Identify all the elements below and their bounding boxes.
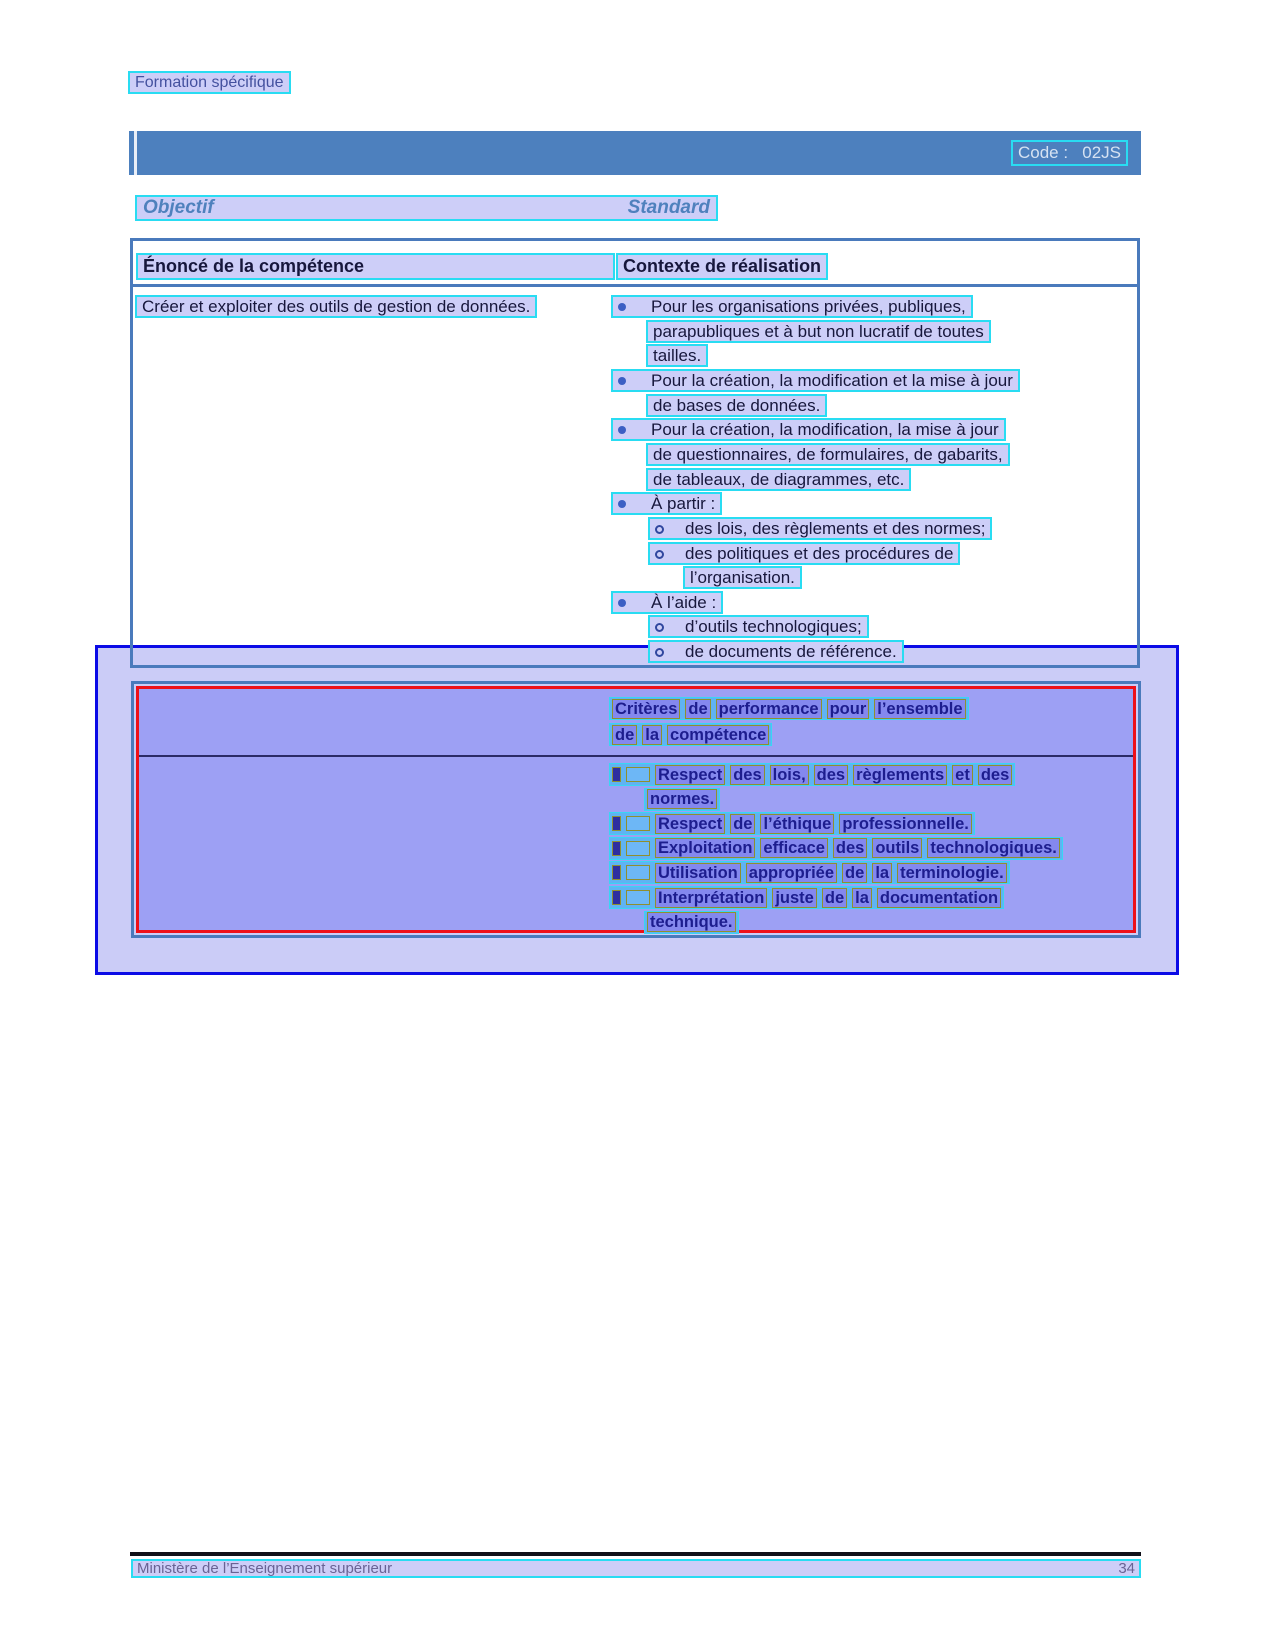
word-highlight: normes. <box>647 789 717 809</box>
bullet-icon <box>618 377 626 385</box>
tab-space-marker <box>626 841 650 856</box>
word-highlight: Exploitation <box>655 838 755 858</box>
word-highlight: la <box>642 725 662 745</box>
footer-page-number: 34 <box>1118 1560 1135 1577</box>
sub-bullet-icon <box>655 648 664 657</box>
word-highlight: la <box>872 863 892 883</box>
bullet-icon <box>618 599 626 607</box>
objective-standard-row <box>135 195 718 221</box>
word-highlight: appropriée <box>746 863 837 883</box>
criteria-line <box>609 837 1063 860</box>
word-highlight: règlements <box>853 765 947 785</box>
word-highlight: documentation <box>877 888 1001 908</box>
competence-statement: Créer et exploiter des outils de gestion de données. <box>135 295 537 318</box>
word-highlight: efficace <box>760 838 827 858</box>
word-highlight: de <box>822 888 847 908</box>
context-line: parapubliques et à but non lucratif de toutes <box>646 320 991 343</box>
tab-space-marker <box>626 890 650 905</box>
word-highlight: Critères <box>612 699 680 719</box>
word-highlight: technique. <box>647 912 736 932</box>
standard-heading: Standard <box>627 197 710 218</box>
context-line: des lois, des règlements et des normes; <box>648 517 992 540</box>
word-highlight: Respect <box>655 765 725 785</box>
word-highlight: la <box>852 888 872 908</box>
word-highlight: compétence <box>667 725 769 745</box>
criteria-bullet-icon <box>612 841 621 856</box>
word-highlight: des <box>814 765 848 785</box>
word-highlight: outils <box>872 838 922 858</box>
competency-table <box>130 238 1140 668</box>
code-badge: Code : 02JS <box>1011 140 1128 166</box>
criteria-line <box>609 861 1010 884</box>
bullet-icon <box>618 426 626 434</box>
word-highlight: de <box>685 699 710 719</box>
criteria-line <box>609 812 975 835</box>
criteria-divider <box>139 755 1133 757</box>
criteria-bullet-icon <box>612 890 621 905</box>
word-highlight: des <box>978 765 1012 785</box>
criteria-table <box>131 681 1141 938</box>
word-highlight: juste <box>772 888 817 908</box>
title-bar <box>129 131 1141 175</box>
objectif-heading: Objectif <box>143 197 214 218</box>
context-line: l’organisation. <box>683 566 802 589</box>
title-bar-cell-divider <box>134 131 137 175</box>
criteria-red-box <box>136 686 1136 933</box>
sub-bullet-icon <box>655 550 664 559</box>
word-highlight: Utilisation <box>655 863 741 883</box>
sub-bullet-icon <box>655 525 664 534</box>
context-line: tailles. <box>646 344 708 367</box>
word-highlight: professionnelle. <box>839 814 972 834</box>
word-highlight: des <box>730 765 764 785</box>
criteria-header-line <box>609 697 969 720</box>
footer-ministry: Ministère de l’Enseignement supérieur <box>137 1560 393 1577</box>
criteria-line <box>644 788 720 811</box>
tab-space-marker <box>626 767 650 782</box>
context-line: de questionnaires, de formulaires, de gabarits, <box>646 443 1010 466</box>
word-highlight: pour <box>827 699 870 719</box>
criteria-line <box>644 911 739 934</box>
criteria-bullet-icon <box>612 767 621 782</box>
word-highlight: de <box>612 725 637 745</box>
context-line: À partir : <box>611 492 722 515</box>
context-line: Pour les organisations privées, publiques, <box>611 295 973 318</box>
bullet-icon <box>618 500 626 508</box>
header-divider <box>133 284 1137 287</box>
context-line: des politiques et des procédures de <box>648 542 960 565</box>
word-highlight: performance <box>716 699 822 719</box>
column-header-contexte: Contexte de réalisation <box>616 253 828 280</box>
word-highlight: Respect <box>655 814 725 834</box>
tab-space-marker <box>626 816 650 831</box>
word-highlight: des <box>833 838 867 858</box>
word-highlight: terminologie. <box>897 863 1007 883</box>
context-line: de bases de données. <box>646 394 827 417</box>
word-highlight: l’ensemble <box>874 699 965 719</box>
criteria-header-line <box>609 723 772 746</box>
tab-space-marker <box>626 865 650 880</box>
criteria-bullet-icon <box>612 865 621 880</box>
column-header-competence: Énoncé de la compétence <box>136 253 615 280</box>
word-highlight: technologiques. <box>927 838 1060 858</box>
footer-bar <box>131 1559 1141 1578</box>
context-line: Pour la création, la modification, la mise à jour <box>611 418 1006 441</box>
bullet-icon <box>618 303 626 311</box>
word-highlight: de <box>730 814 755 834</box>
context-line: d’outils technologiques; <box>648 615 869 638</box>
footer-rule <box>130 1552 1141 1556</box>
word-highlight: et <box>952 765 973 785</box>
word-highlight: lois, <box>770 765 809 785</box>
criteria-line <box>609 763 1015 786</box>
sub-bullet-icon <box>655 623 664 632</box>
criteria-line <box>609 886 1004 909</box>
context-line: À l’aide : <box>611 591 723 614</box>
word-highlight: de <box>842 863 867 883</box>
context-line: de tableaux, de diagrammes, etc. <box>646 468 911 491</box>
word-highlight: Interprétation <box>655 888 767 908</box>
context-line: de documents de référence. <box>648 640 904 663</box>
context-line: Pour la création, la modification et la mise à jour <box>611 369 1020 392</box>
criteria-bullet-icon <box>612 816 621 831</box>
section-label: Formation spécifique <box>128 71 291 94</box>
word-highlight: l’éthique <box>760 814 834 834</box>
